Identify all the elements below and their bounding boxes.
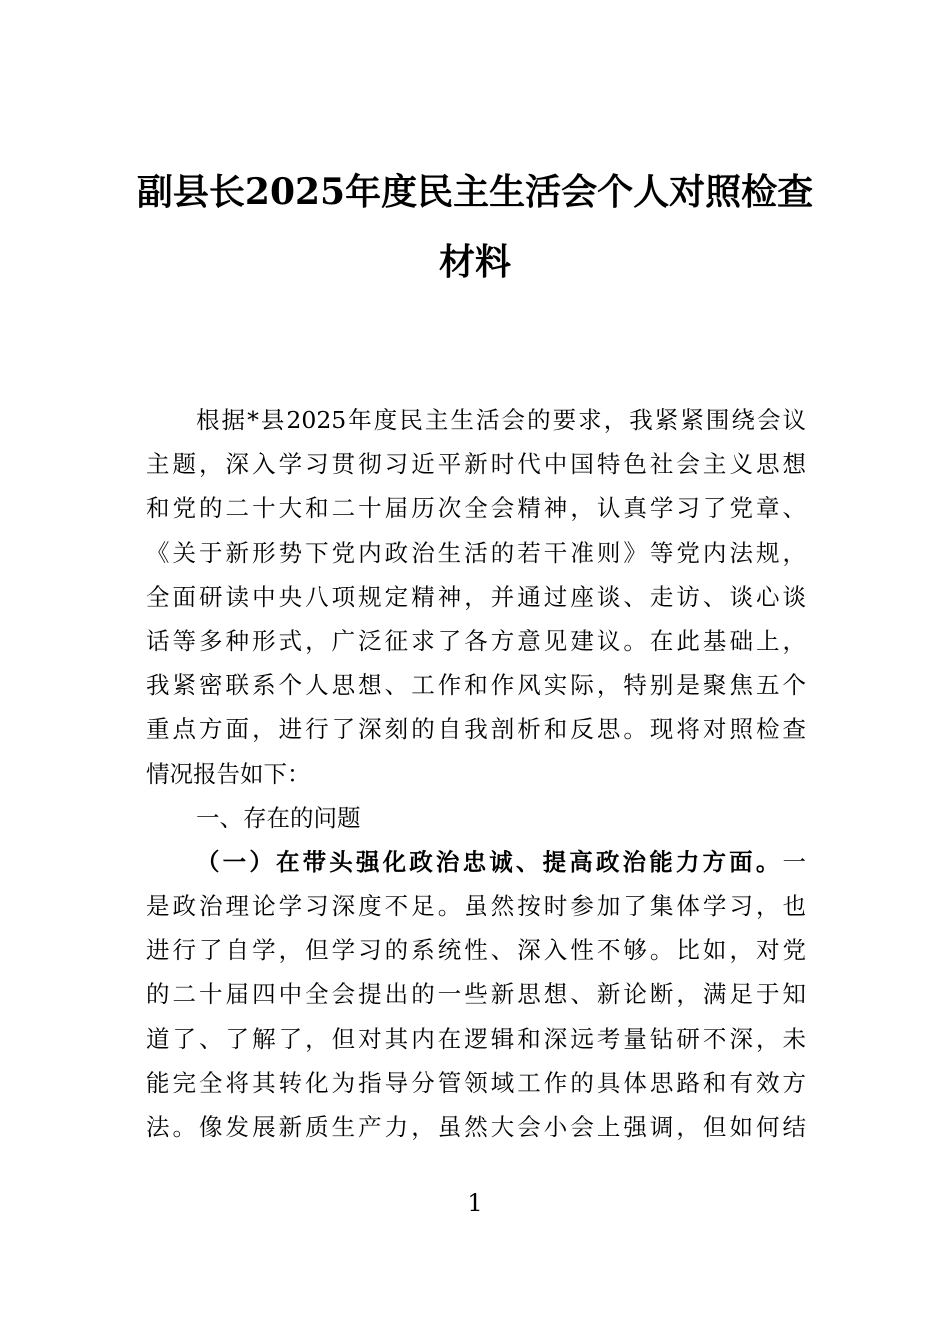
paragraph-line: 法。像发展新质生产力，虽然大会小会上强调，但如何结 (146, 1113, 806, 1141)
paragraph-line: 《关于新形势下党内政治生活的若干准则》等党内法规， (146, 538, 806, 567)
document-body (146, 398, 806, 1149)
paragraph-line: 道了、了解了，但对其内在逻辑和深远考量钻研不深，未 (146, 1024, 806, 1053)
paragraph-line: 我紧密联系个人思想、工作和作风实际，特别是聚焦五个 (146, 671, 806, 700)
paragraph-line: 情况报告如下： (146, 759, 311, 788)
subsection-text: 一 (782, 847, 806, 876)
paragraph-line: 全面研读中央八项规定精神，并通过座谈、走访、谈心谈 (146, 582, 806, 611)
paragraph-line: 主题，深入学习贯彻习近平新时代中国特色社会主义思想 (146, 450, 806, 479)
paragraph-line: 是政治理论学习深度不足。虽然按时参加了集体学习，也 (146, 892, 806, 921)
section-heading: 一、存在的问题 (196, 803, 361, 832)
paragraph-line: 进行了自学，但学习的系统性、深入性不够。比如，对党 (146, 936, 806, 965)
paragraph-line: 的二十届四中全会提出的一些新思想、新论断，满足于知 (146, 980, 806, 1009)
paragraph-line: 和党的二十大和二十届历次全会精神，认真学习了党章、 (146, 494, 806, 523)
paragraph-line: 重点方面，进行了深刻的自我剖析和反思。现将对照检查 (146, 715, 806, 744)
document-title-line-1: 副县长2025年度民主生活会个人对照检查 (136, 171, 814, 213)
paragraph-line: 根据*县2025年度民主生活会的要求，我紧紧围绕会议 (196, 406, 806, 434)
paragraph-line: 话等多种形式，广泛征求了各方意见建议。在此基础上， (146, 626, 806, 655)
paragraph-line: 能完全将其转化为指导分管领域工作的具体思路和有效方 (146, 1068, 806, 1097)
page-number: 1 (467, 1189, 483, 1217)
document-title-line-2: 材料 (438, 241, 511, 283)
subsection-line (146, 840, 806, 884)
subsection-heading: （一）在带头强化政治忠诚、提高政治能力方面。 (196, 847, 783, 876)
